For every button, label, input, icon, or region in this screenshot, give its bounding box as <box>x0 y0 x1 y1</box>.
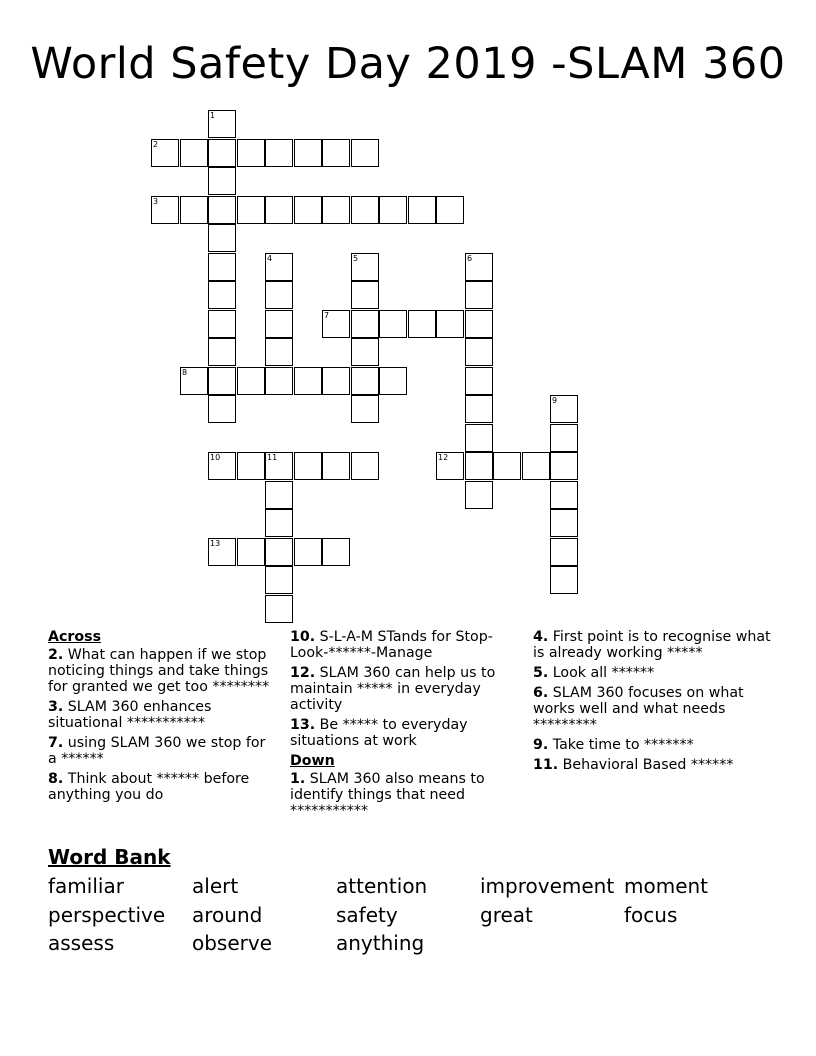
grid-cell[interactable] <box>208 281 236 309</box>
clue-across-7: 7. using SLAM 360 we stop for a ****** <box>48 735 266 767</box>
grid-cell[interactable] <box>265 566 293 594</box>
grid-cell[interactable] <box>351 253 379 281</box>
grid-cell[interactable] <box>465 452 493 480</box>
grid-cell[interactable] <box>237 139 265 167</box>
grid-cell[interactable] <box>322 196 350 224</box>
word-bank-item: assess <box>48 931 115 955</box>
grid-cell[interactable] <box>180 139 208 167</box>
clue-across-3: 3. SLAM 360 enhances situational *********** <box>48 699 212 731</box>
clue-across-13: 13. Be ***** to everyday situations at work <box>290 717 468 749</box>
clue-down-9: 9. Take time to ******* <box>533 737 694 753</box>
clue-number: 13 <box>210 539 221 548</box>
grid-cell[interactable] <box>265 452 293 480</box>
grid-cell[interactable] <box>351 367 379 395</box>
grid-cell[interactable] <box>550 395 578 423</box>
grid-cell[interactable] <box>265 538 293 566</box>
grid-cell[interactable] <box>294 367 322 395</box>
word-bank-item: anything <box>336 931 425 955</box>
grid-cell[interactable] <box>180 196 208 224</box>
grid-cell[interactable] <box>208 310 236 338</box>
clue-number: 7 <box>324 311 330 320</box>
grid-cell[interactable] <box>294 139 322 167</box>
grid-cell[interactable] <box>465 367 493 395</box>
grid-cell[interactable] <box>237 367 265 395</box>
word-bank-item: focus <box>624 903 678 927</box>
clue-number: 1 <box>210 111 216 120</box>
grid-cell[interactable] <box>550 538 578 566</box>
clue-down-4: 4. First point is to recognise what is already working ***** <box>533 629 771 661</box>
grid-cell[interactable] <box>208 139 236 167</box>
grid-cell[interactable] <box>208 110 236 138</box>
clue-across-12: 12. SLAM 360 can help us to maintain ***** in everyday activity <box>290 665 496 713</box>
grid-cell[interactable] <box>180 367 208 395</box>
word-bank-item: great <box>480 903 533 927</box>
grid-cell[interactable] <box>408 310 436 338</box>
grid-cell[interactable] <box>322 367 350 395</box>
grid-cell[interactable] <box>237 196 265 224</box>
grid-cell[interactable] <box>322 139 350 167</box>
grid-cell[interactable] <box>151 139 179 167</box>
grid-cell[interactable] <box>208 538 236 566</box>
grid-cell[interactable] <box>465 338 493 366</box>
word-bank-item: improvement <box>480 874 615 898</box>
grid-cell[interactable] <box>465 424 493 452</box>
grid-cell[interactable] <box>294 538 322 566</box>
clue-across-2: 2. What can happen if we stop noticing things and take things for granted we get too ******** <box>48 647 270 695</box>
grid-cell[interactable] <box>322 452 350 480</box>
grid-cell[interactable] <box>265 338 293 366</box>
puzzle-title: World Safety Day 2019 -SLAM 360 <box>30 39 786 89</box>
clue-across-8: 8. Think about ****** before anything you do <box>48 771 250 803</box>
grid-cell[interactable] <box>265 481 293 509</box>
grid-cell[interactable] <box>351 281 379 309</box>
grid-cell[interactable] <box>436 452 464 480</box>
grid-cell[interactable] <box>265 367 293 395</box>
grid-cell[interactable] <box>550 452 578 480</box>
clues-column-3 <box>533 629 773 777</box>
grid-cell[interactable] <box>208 452 236 480</box>
clues-column-1 <box>48 629 276 807</box>
grid-cell[interactable] <box>408 196 436 224</box>
word-bank-item: observe <box>192 931 273 955</box>
grid-cell[interactable] <box>550 424 578 452</box>
grid-cell[interactable] <box>322 538 350 566</box>
grid-cell[interactable] <box>550 509 578 537</box>
grid-cell[interactable] <box>265 281 293 309</box>
word-bank-item: around <box>192 903 263 927</box>
grid-cell[interactable] <box>465 310 493 338</box>
grid-cell[interactable] <box>550 566 578 594</box>
clue-number: 12 <box>438 453 449 462</box>
grid-cell[interactable] <box>351 139 379 167</box>
clue-down-6: 6. SLAM 360 focuses on what works well and what needs ********* <box>533 685 744 733</box>
clue-number: 10 <box>210 453 221 462</box>
down-header: Down <box>290 753 335 769</box>
word-bank-item: attention <box>336 874 428 898</box>
clue-number: 6 <box>467 254 473 263</box>
grid-cell[interactable] <box>322 310 350 338</box>
word-bank-item: perspective <box>48 903 166 927</box>
grid-cell[interactable] <box>237 452 265 480</box>
grid-cell[interactable] <box>379 196 407 224</box>
clue-number: 11 <box>267 453 278 462</box>
grid-cell[interactable] <box>465 481 493 509</box>
grid-cell[interactable] <box>151 196 179 224</box>
grid-cell[interactable] <box>465 253 493 281</box>
grid-cell[interactable] <box>522 452 550 480</box>
across-header: Across <box>48 629 102 645</box>
grid-cell[interactable] <box>550 481 578 509</box>
clue-number: 8 <box>182 368 188 377</box>
grid-cell[interactable] <box>379 367 407 395</box>
grid-cell[interactable] <box>265 253 293 281</box>
grid-cell[interactable] <box>351 310 379 338</box>
grid-cell[interactable] <box>294 452 322 480</box>
grid-cell[interactable] <box>351 338 379 366</box>
grid-cell[interactable] <box>294 196 322 224</box>
grid-cell[interactable] <box>436 196 464 224</box>
clue-number: 9 <box>552 396 558 405</box>
word-bank-title: Word Bank <box>48 845 171 869</box>
grid-cell[interactable] <box>436 310 464 338</box>
clue-number: 3 <box>153 197 159 206</box>
grid-cell[interactable] <box>208 253 236 281</box>
grid-cell[interactable] <box>208 167 236 195</box>
grid-cell[interactable] <box>208 338 236 366</box>
word-bank-item: moment <box>624 874 709 898</box>
clue-down-5: 5. Look all ****** <box>533 665 655 681</box>
grid-cell[interactable] <box>237 538 265 566</box>
clue-down-11: 11. Behavioral Based ****** <box>533 757 734 773</box>
grid-cell[interactable] <box>265 310 293 338</box>
grid-cell[interactable] <box>208 395 236 423</box>
grid-cell[interactable] <box>465 395 493 423</box>
word-bank-item: familiar <box>48 874 124 898</box>
word-bank-item: alert <box>192 874 239 898</box>
clue-down-1: 1. SLAM 360 also means to identify things that need *********** <box>290 771 485 819</box>
grid-cell[interactable] <box>265 139 293 167</box>
grid-cell[interactable] <box>379 310 407 338</box>
grid-cell[interactable] <box>265 196 293 224</box>
grid-cell[interactable] <box>265 509 293 537</box>
clues-column-2 <box>290 629 518 823</box>
grid-cell[interactable] <box>208 224 236 252</box>
clue-number: 2 <box>153 140 159 149</box>
grid-cell[interactable] <box>465 281 493 309</box>
clue-number: 4 <box>267 254 273 263</box>
grid-cell[interactable] <box>208 367 236 395</box>
grid-cell[interactable] <box>351 196 379 224</box>
word-bank-item: safety <box>336 903 398 927</box>
clue-across-10: 10. S-L-A-M STands for Stop-Look-******-Manage <box>290 629 493 661</box>
grid-cell[interactable] <box>493 452 521 480</box>
clue-number: 5 <box>353 254 359 263</box>
grid-cell[interactable] <box>208 196 236 224</box>
grid-cell[interactable] <box>265 595 293 623</box>
grid-cell[interactable] <box>351 452 379 480</box>
grid-cell[interactable] <box>351 395 379 423</box>
